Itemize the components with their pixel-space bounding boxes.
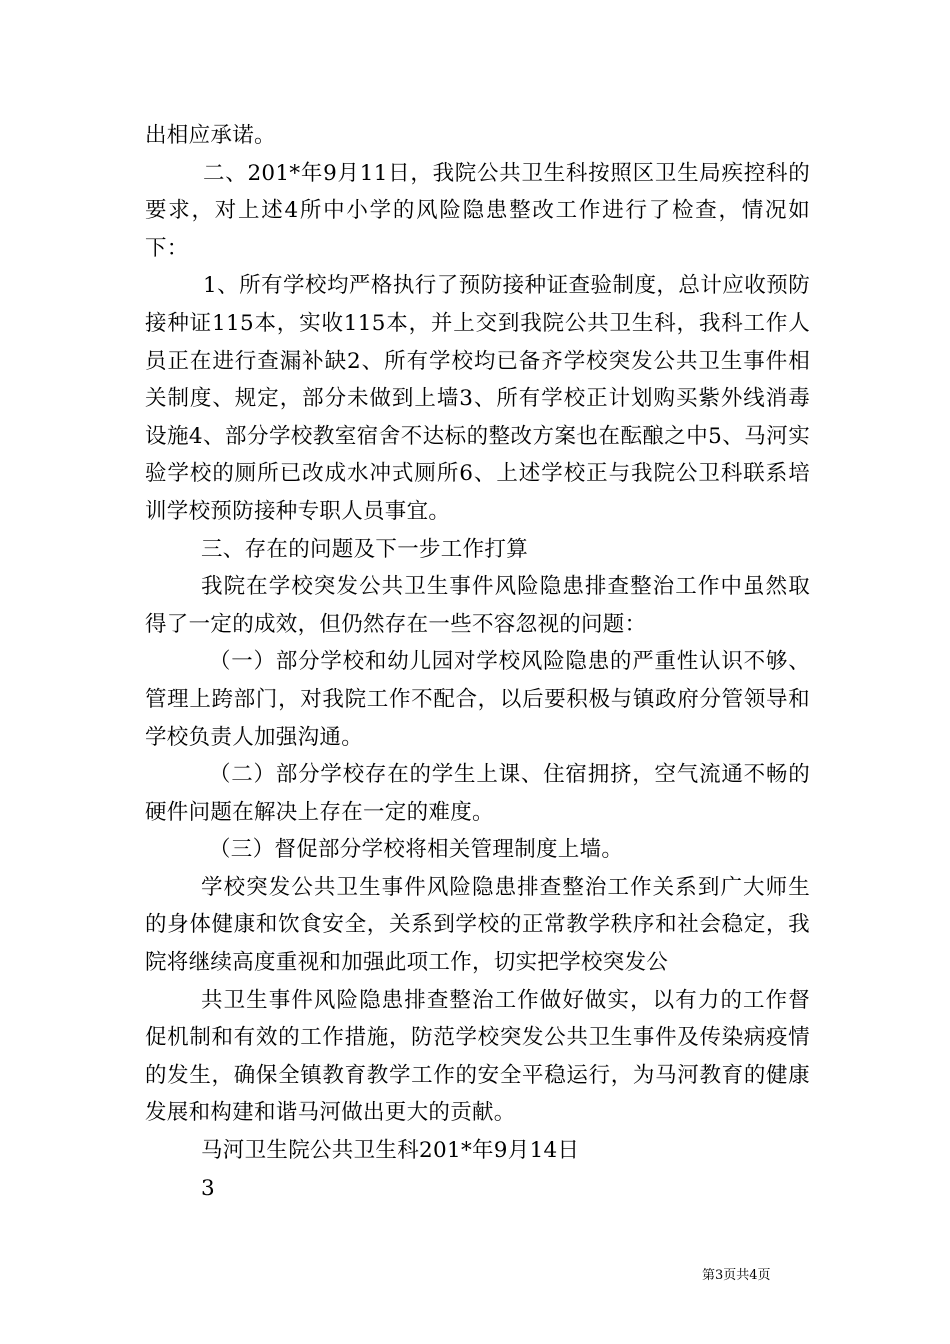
paragraph-conclusion-part1: 学校突发公共卫生事件风险隐患排查整治工作关系到广大师生的身体健康和饮食安全，关系到学校的正常教学秩序和社会稳定，我院将继续高度重视和加强此项工作，切实把学校突发公	[145, 874, 810, 976]
document-body	[145, 117, 810, 1207]
paragraph-conclusion-part2: 共卫生事件风险隐患排查整治工作做好做实，以有力的工作督促机制和有效的工作措施，防范学校突发公共卫生事件及传染病疫情的发生，确保全镇教育教学工作的安全平稳运行，为马河教育的健康发展和构建和谐马河做出更大的贡献。	[145, 987, 810, 1126]
section-heading-three: 三、存在的问题及下一步工作打算	[201, 536, 529, 562]
paragraph-problem-one: （一）部分学校和幼儿园对学校风险隐患的严重性认识不够、管理上跨部门，对我院工作不配合，以后要积极与镇政府分管领导和学校负责人加强沟通。	[145, 649, 810, 750]
paragraph-continuation: 出相应承诺。	[145, 123, 276, 148]
paragraph-problem-three: （三）督促部分学校将相关管理制度上墙。	[209, 837, 624, 863]
paragraph-problem-two: （二）部分学校存在的学生上课、住宿拥挤，空气流通不畅的硬件问题在解决上存在一定的难度。	[145, 762, 810, 825]
paragraph-section-two: 二、201*年9月11日，我院公共卫生科按照区卫生局疾控科的要求，对上述4所中小学的风险隐患整改工作进行了检查，情况如下：	[145, 160, 810, 261]
paragraph-problems-intro: 我院在学校突发公共卫生事件风险隐患排查整治工作中虽然取得了一定的成效，但仍然存在一些不容忽视的问题：	[145, 574, 810, 637]
page-footer-label: 第3页共4页	[702, 1268, 771, 1283]
signature-line: 马河卫生院公共卫生科201*年9月14日	[201, 1138, 580, 1164]
paragraph-inspection-items: 1、所有学校均严格执行了预防接种证查验制度，总计应收预防接种证115本，实收115本，并上交到我院公共卫生科，我科工作人员正在进行查漏补缺2、所有学校均已备齐学校突发公共卫生事件相关制度、规定，部分未做到上墙3、所有学校正计划购买紫外线消毒设施4、部分学校教室宿舍不达标的整改方案也在酝酿之中5、马河实验学校的厕所已改成水冲式厕所6、上述学校正与我院公卫科联系培训学校预防接种专职人员事宜。	[145, 273, 810, 524]
inline-page-number: 3	[201, 1175, 215, 1201]
